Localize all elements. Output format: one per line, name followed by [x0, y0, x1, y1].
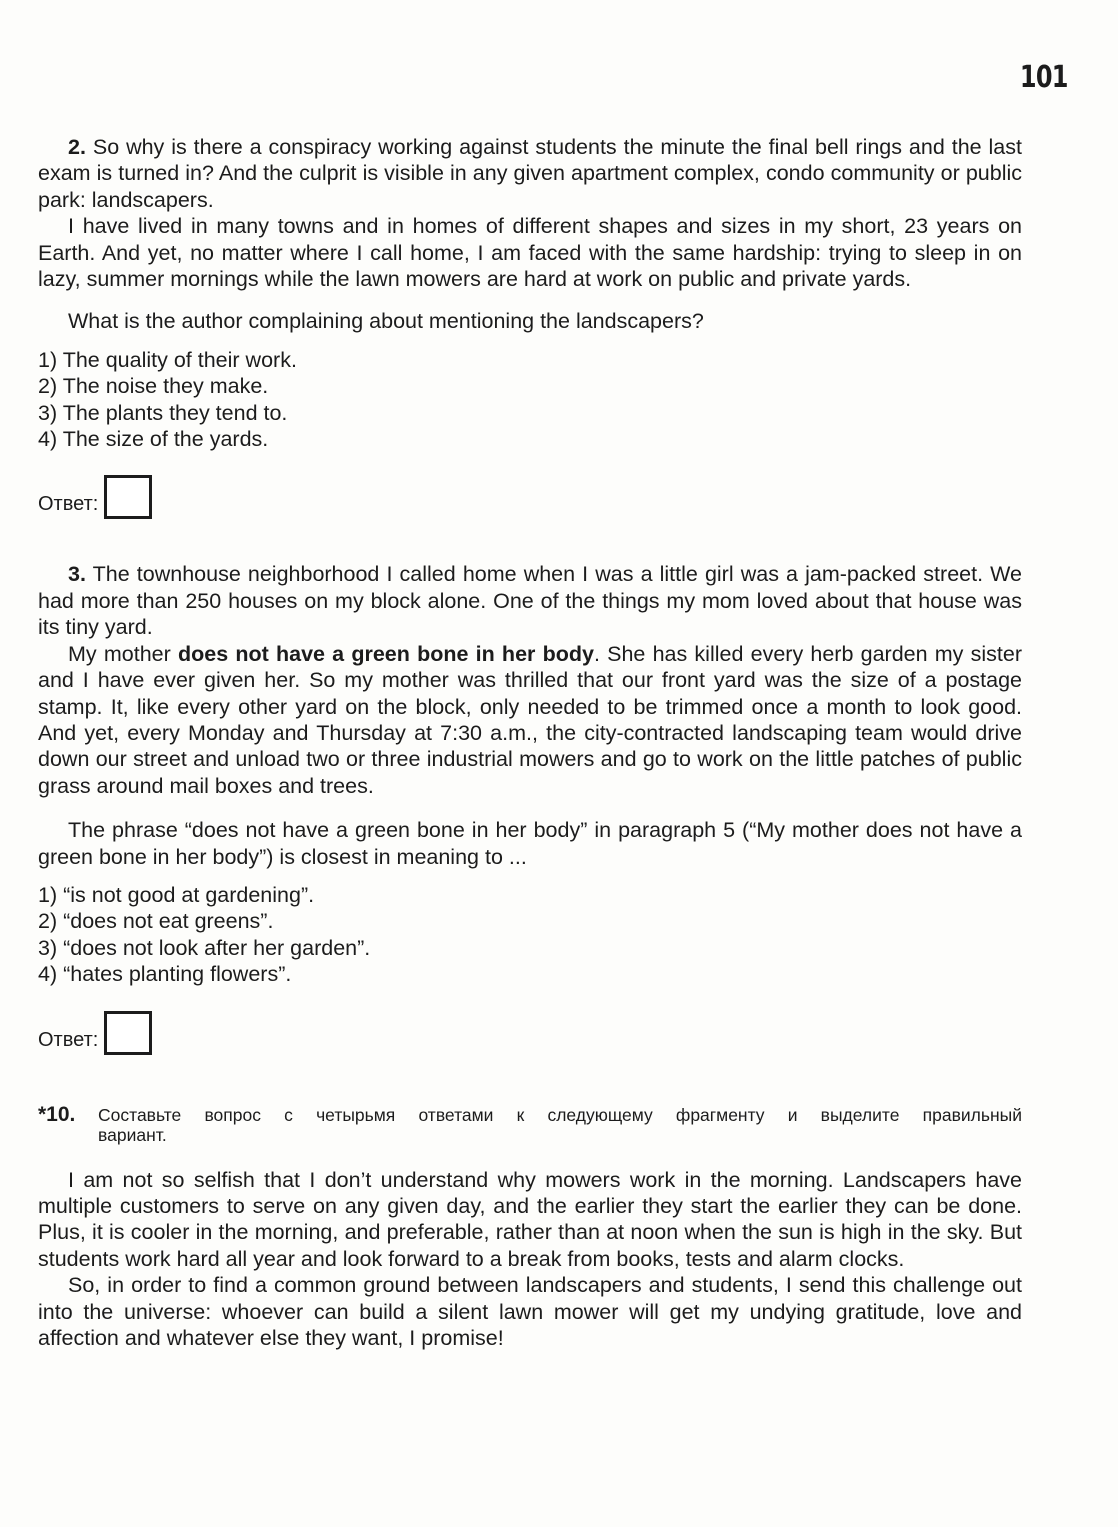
exercise-2-answer — [38, 469, 1022, 519]
option-item: 4) The size of the yards. — [38, 427, 269, 452]
exercise-3-question: The phrase “does not have a green bone in her body” in paragraph 5 (“My mother does not have a green bone in her body”) is closest in meaning to ... — [38, 818, 1022, 869]
exercise-2-question: What is the author complaining about mentioning the landscapers? — [68, 309, 704, 334]
page-content — [38, 134, 1022, 1351]
task-10-instruction — [38, 1102, 1022, 1145]
exercise-2-paragraph-1 — [38, 134, 1022, 213]
idiom-highlight: does not have a green bone in her body — [177, 641, 594, 666]
exercise-3-text-2a: My mother — [68, 641, 171, 666]
option-item: 1) “is not good at gardening”. — [38, 882, 315, 907]
exercise-3-paragraph-2 — [38, 641, 1022, 799]
option-item: 4) “hates planting flowers”. — [38, 962, 292, 987]
exercise-3 — [38, 561, 1022, 1054]
option-item: 2) The noise they make. — [38, 374, 269, 399]
answer-box[interactable] — [104, 1011, 152, 1055]
answer-label: Ответ: — [38, 1028, 99, 1051]
exercise-3-options — [38, 882, 1022, 988]
exercise-3-number: 3. — [68, 562, 86, 587]
exercise-2-number: 2. — [68, 135, 86, 159]
exercise-2-options — [38, 347, 1022, 453]
task-10-number: *10. — [38, 1102, 76, 1126]
answer-label: Ответ: — [38, 493, 99, 516]
task-10-paragraph-2: So, in order to find a common ground between landscapers and students, I send this challenge out into the universe: whoever can build a silent lawn mower will get my undying gratitude, love and affection and whatever else they want, I promise! — [38, 1273, 1022, 1350]
option-item: 2) “does not eat greens”. — [38, 909, 274, 934]
exercise-3-answer — [38, 1005, 1022, 1055]
exercise-3-paragraph-1 — [38, 561, 1022, 640]
exercise-2-paragraph-2: I have lived in many towns and in homes of different shapes and sizes in my short, 23 years on Earth. And yet, no matter where I call home, I am faced with the same hardship: trying to sleep in on lazy, summer mornings while the lawn mowers are hard at work on public and private yards. — [38, 214, 1022, 292]
exercise-2-text-1: So why is there a conspiracy working against students the minute the final bell rings and the last exam is turned in? And the culprit is visible in any given apartment complex, condo community or public park: landscapers. — [38, 135, 1022, 212]
instruction-line: Составьте вопрос с четырьмя ответами к следующему фрагменту и выделите правильный — [98, 1104, 1022, 1125]
task-10-paragraph-1: I am not so selfish that I don’t understand why mowers work in the morning. Landscapers have multiple customers to serve on any given day, and the earlier they start the earlier they can be done. Plus, it is cooler in the morning, and preferable, rather than at noon when the sun is high in the sky. But students work hard all year and look forward to a break from books, tests and alarm clocks. — [38, 1167, 1022, 1271]
task-10 — [38, 1102, 1022, 1352]
page-number: 101 — [1020, 60, 1068, 95]
task-10-instruction-text — [98, 1105, 1022, 1145]
instruction-line: вариант. — [98, 1124, 167, 1145]
option-item: 3) The plants they tend to. — [38, 400, 288, 425]
exercise-3-text-1: The townhouse neighborhood I called home when I was a little girl was a jam-packed street. We had more than 250 houses on my block alone. One of the things my mom loved about that house was its tiny yard. — [38, 562, 1023, 640]
option-item: 3) “does not look after her garden”. — [38, 935, 371, 960]
exercise-2 — [38, 134, 1022, 519]
exercise-3-text-2b: . She has killed every herb garden my sister and I have ever given her. So my mother was thrilled that our front yard was the size of a postage stamp. It, like every other yard on the block, only needed to be trimmed once a month to look good. And yet, every Monday and Thursday at 7:30 a.m., the city-contracted landscaping team would drive down our street and unload two or three industrial mowers and go to work on the little patches of public grass around mail boxes and trees. — [38, 641, 1022, 798]
answer-box[interactable] — [104, 475, 152, 519]
option-item: 1) The quality of their work. — [38, 347, 297, 372]
